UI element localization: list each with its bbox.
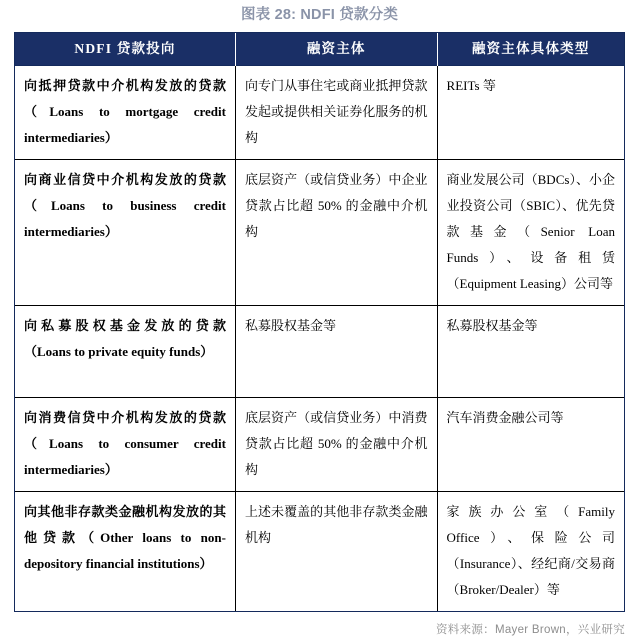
table-body	[15, 66, 624, 612]
table-row	[15, 160, 624, 306]
cell-investment-direction: 向私募股权基金发放的贷款（Loans to private equity funds）	[15, 306, 235, 398]
cell-entity-types: REITs 等	[437, 66, 624, 160]
table-row	[15, 66, 624, 160]
cell-entity-types: 私募股权基金等	[437, 306, 624, 398]
table-header-row	[15, 33, 624, 66]
column-header-investment-direction: NDFI 贷款投向	[15, 33, 235, 66]
column-header-entity-types: 融资主体具体类型	[437, 33, 624, 66]
cell-financing-entity: 上述未覆盖的其他非存款类金融机构	[235, 492, 437, 612]
cell-entity-types: 家族办公室（Family Office）、保险公司（Insurance）、经纪商/交易商（Broker/Dealer）等	[437, 492, 624, 612]
cell-financing-entity: 底层资产（或信贷业务）中企业贷款占比超 50% 的金融中介机构	[235, 160, 437, 306]
cell-entity-types: 汽车消费金融公司等	[437, 398, 624, 492]
cell-investment-direction: 向消费信贷中介机构发放的贷款（Loans to consumer credit intermediaries）	[15, 398, 235, 492]
cell-investment-direction: 向商业信贷中介机构发放的贷款（Loans to business credit intermediaries）	[15, 160, 235, 306]
cell-financing-entity: 底层资产（或信贷业务）中消费贷款占比超 50% 的金融中介机构	[235, 398, 437, 492]
table-row	[15, 492, 624, 612]
cell-financing-entity: 私募股权基金等	[235, 306, 437, 398]
cell-investment-direction: 向其他非存款类金融机构发放的其他贷款（Other loans to non-depository financial institutions）	[15, 492, 235, 612]
source-note: 资料来源：Mayer Brown，兴业研究	[435, 624, 625, 636]
page-title: 图表 28: NDFI 贷款分类	[240, 7, 399, 23]
table-row	[15, 398, 624, 492]
cell-investment-direction: 向抵押贷款中介机构发放的贷款（Loans to mortgage credit intermediaries）	[15, 66, 235, 160]
cell-financing-entity: 向专门从事住宅或商业抵押贷款发起或提供相关证券化服务的机构	[235, 66, 437, 160]
table-header	[15, 33, 624, 66]
ndfi-classification-table	[14, 32, 625, 612]
table-row	[15, 306, 624, 398]
cell-entity-types: 商业发展公司（BDCs）、小企业投资公司（SBIC）、优先贷款基金（Senior Loan Funds）、设备租赁（Equipment Leasing）公司等	[437, 160, 624, 306]
column-header-financing-entity: 融资主体	[235, 33, 437, 66]
table	[15, 33, 624, 611]
